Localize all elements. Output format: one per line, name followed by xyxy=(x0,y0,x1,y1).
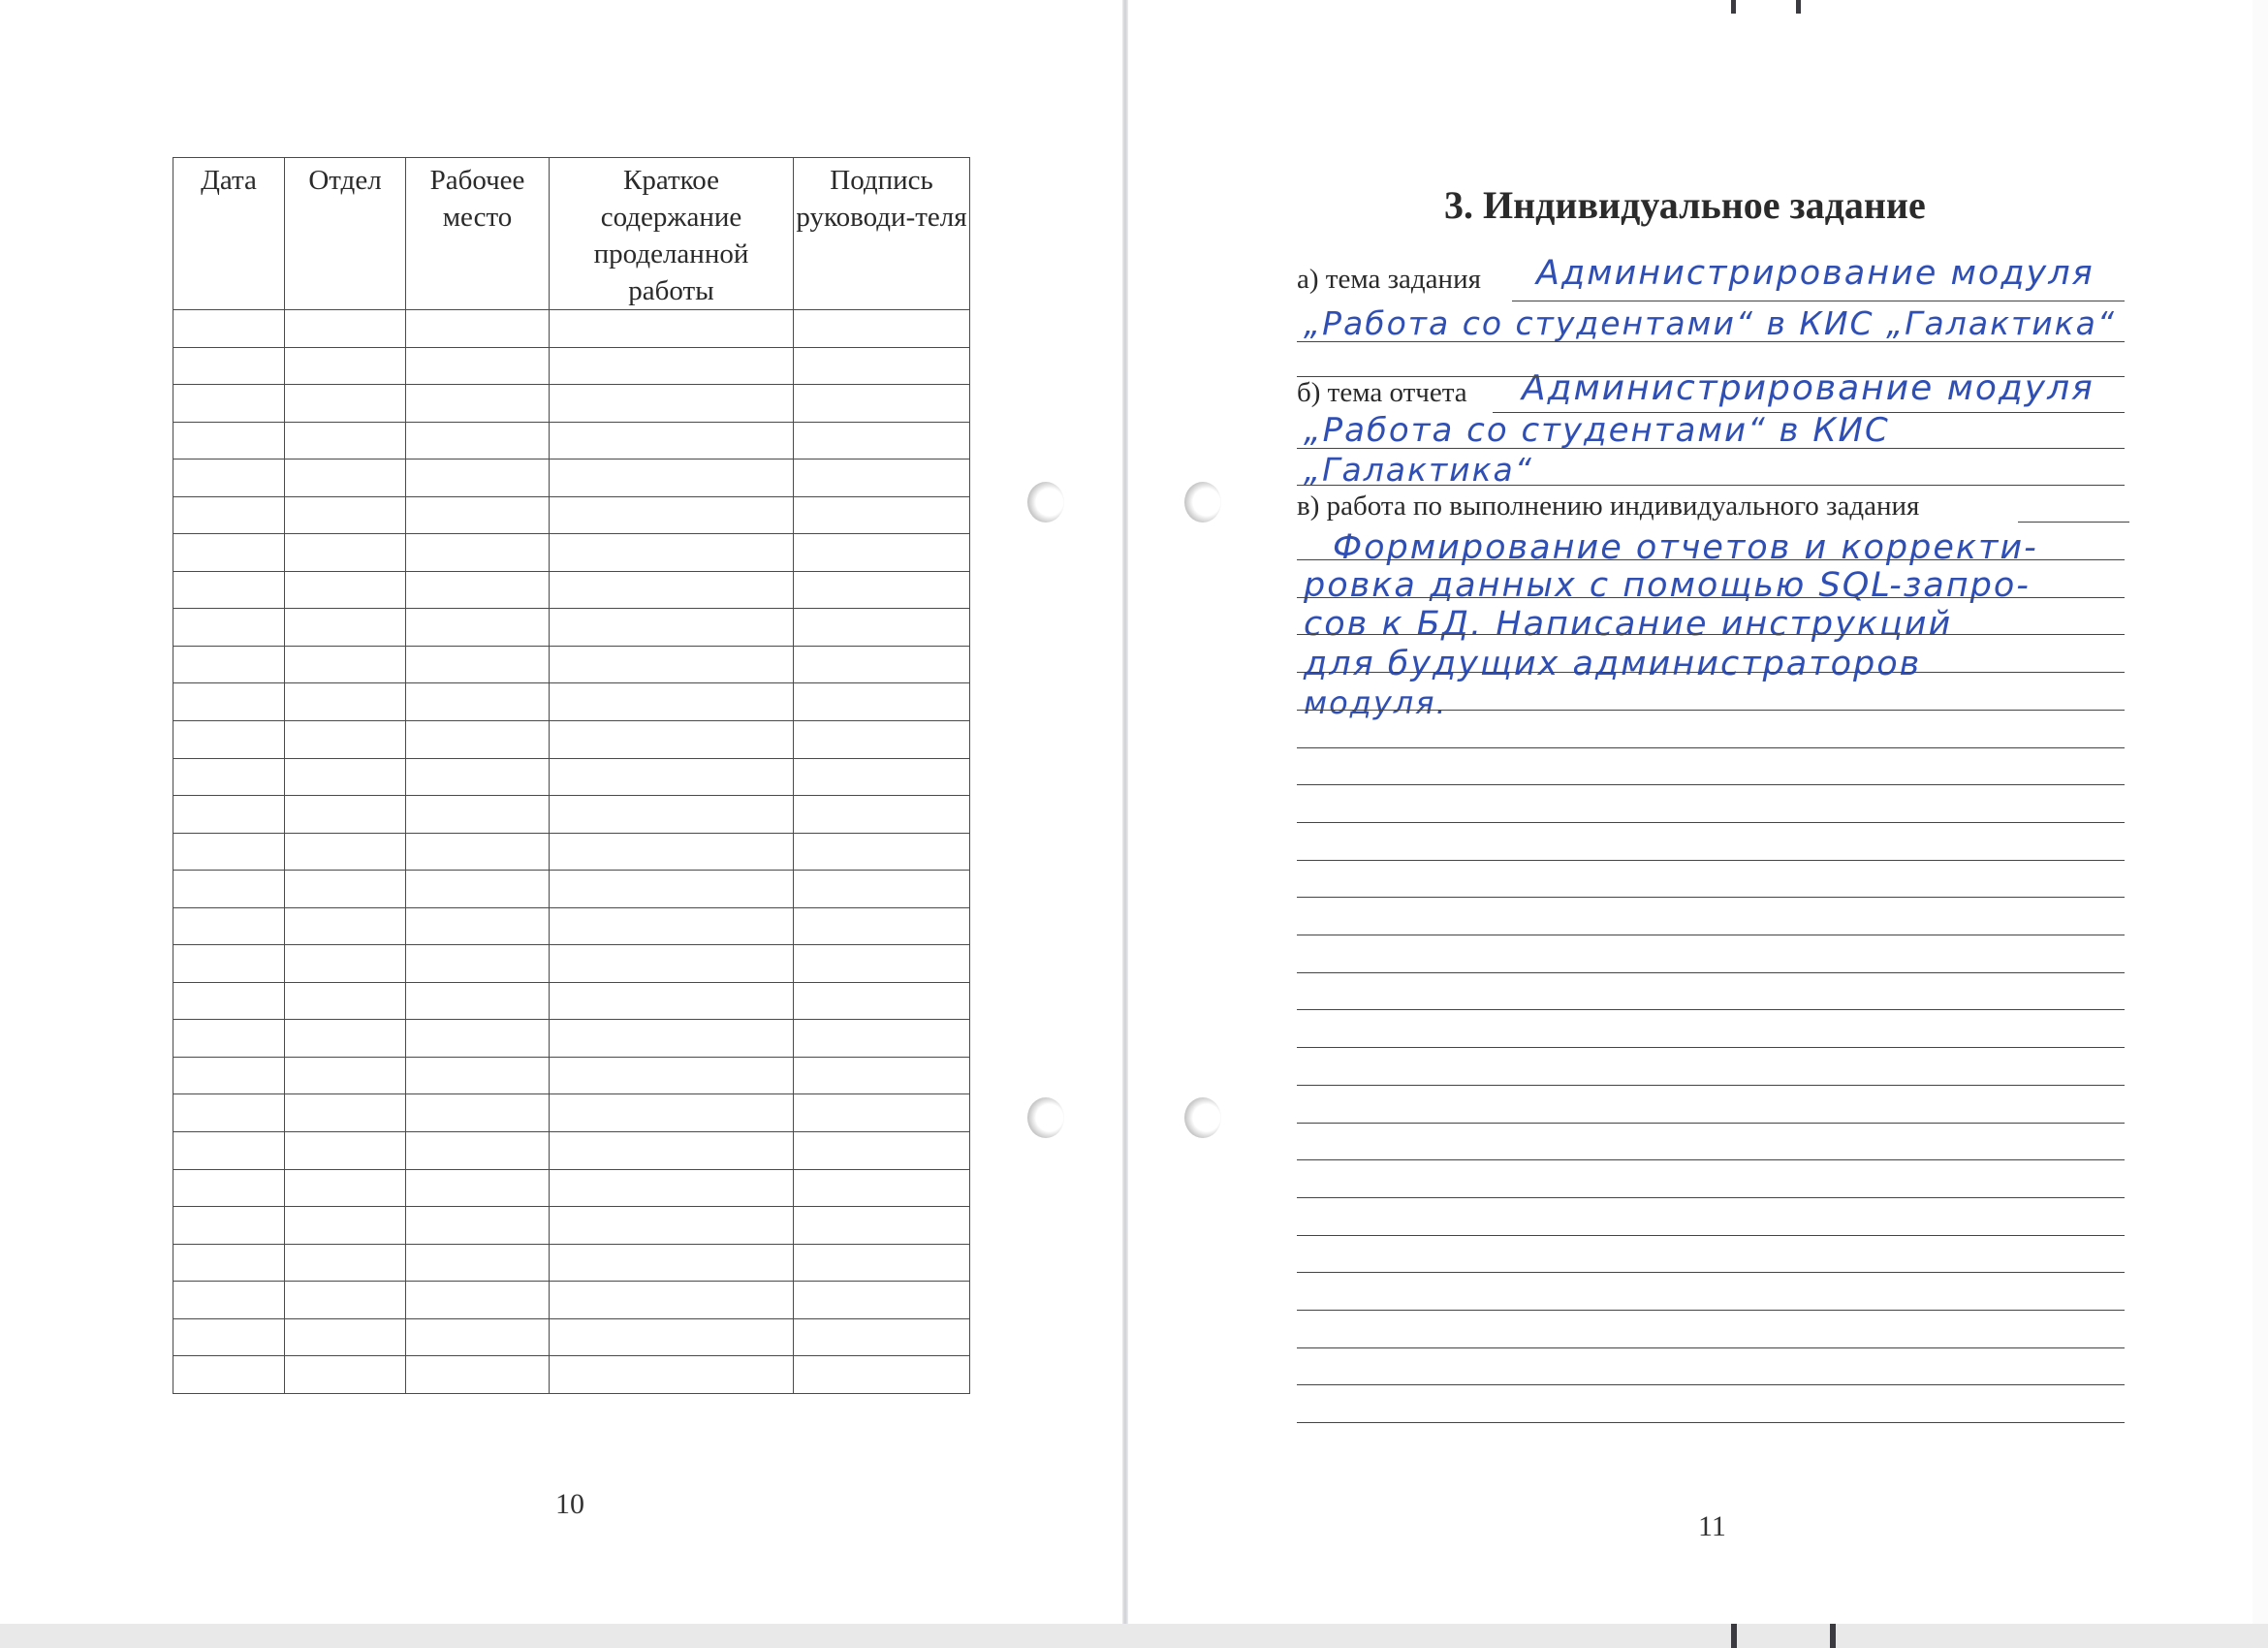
table-row xyxy=(173,1020,970,1058)
punch-hole xyxy=(1027,482,1064,523)
table-cell xyxy=(285,758,406,796)
scan-bottom-edge xyxy=(0,1624,2268,1648)
table-cell xyxy=(550,1356,794,1394)
table-cell xyxy=(285,982,406,1020)
table-cell xyxy=(173,571,285,609)
table-cell xyxy=(550,758,794,796)
table-cell xyxy=(406,833,550,871)
handwritten-report-topic-line: „Работа со студентами“ в КИС xyxy=(1304,411,1890,450)
answer-line xyxy=(1297,1347,2125,1348)
handwritten-work-line: модуля. xyxy=(1304,684,1448,721)
table-cell xyxy=(406,310,550,348)
table-cell xyxy=(173,310,285,348)
table-cell xyxy=(285,1282,406,1319)
task-topic-label: а) тема задания xyxy=(1297,264,1481,295)
table-cell xyxy=(406,609,550,647)
table-cell xyxy=(406,945,550,983)
table-cell xyxy=(406,1282,550,1319)
table-cell xyxy=(406,796,550,834)
table-cell xyxy=(550,310,794,348)
table-cell xyxy=(173,1094,285,1132)
handwritten-report-topic-line: „Галактика“ xyxy=(1304,451,1533,489)
table-cell xyxy=(794,422,970,460)
table-row xyxy=(173,945,970,983)
table-cell xyxy=(550,907,794,945)
answer-line xyxy=(1297,634,2125,635)
answer-line xyxy=(1297,784,2125,785)
table-cell xyxy=(173,460,285,497)
table-cell xyxy=(406,1318,550,1356)
table-cell xyxy=(406,496,550,534)
table-cell xyxy=(406,683,550,721)
table-cell xyxy=(406,871,550,908)
table-cell xyxy=(406,1094,550,1132)
table-cell xyxy=(173,1244,285,1282)
handwritten-work-line: сов к БД. Написание инструкций xyxy=(1304,605,1953,644)
binder-clip xyxy=(1830,1624,1836,1648)
table-row xyxy=(173,646,970,683)
handwritten-work-line: ровка данных с помощью SQL-запро- xyxy=(1304,566,2031,605)
table-cell xyxy=(794,1094,970,1132)
table-cell xyxy=(406,1207,550,1245)
table-cell xyxy=(550,1132,794,1170)
header-supervisor-signature: Подпись руководи-теля xyxy=(794,158,970,310)
answer-line xyxy=(1297,1310,2125,1311)
table-cell xyxy=(794,907,970,945)
table-cell xyxy=(794,534,970,572)
table-cell xyxy=(794,1207,970,1245)
table-cell xyxy=(173,1057,285,1094)
table-cell xyxy=(285,945,406,983)
table-cell xyxy=(550,1244,794,1282)
table-cell xyxy=(285,609,406,647)
table-cell xyxy=(794,571,970,609)
table-cell xyxy=(550,385,794,423)
answer-line xyxy=(1297,1384,2125,1385)
handwritten-work-line: для будущих администраторов xyxy=(1304,645,1922,683)
handwritten-work-line: Формирование отчетов и корректи- xyxy=(1333,528,2038,567)
table-cell xyxy=(794,683,970,721)
table-cell xyxy=(406,534,550,572)
page-number-left: 10 xyxy=(555,1488,584,1520)
table-cell xyxy=(285,683,406,721)
answer-line xyxy=(1297,897,2125,898)
table-cell xyxy=(794,945,970,983)
table-row xyxy=(173,1057,970,1094)
binder-clip xyxy=(1731,0,1736,14)
table-cell xyxy=(794,796,970,834)
answer-line xyxy=(1297,485,2125,486)
work-log-table xyxy=(173,157,970,1394)
table-cell xyxy=(550,571,794,609)
answer-line xyxy=(1297,448,2125,449)
table-cell xyxy=(285,833,406,871)
table-cell xyxy=(285,310,406,348)
table-cell xyxy=(285,1318,406,1356)
table-cell xyxy=(285,534,406,572)
table-cell xyxy=(173,496,285,534)
table-cell xyxy=(285,1020,406,1058)
table-cell xyxy=(406,1244,550,1282)
table-cell xyxy=(550,721,794,759)
answer-line xyxy=(1493,412,2125,413)
table-cell xyxy=(285,1356,406,1394)
table-cell xyxy=(794,385,970,423)
table-cell xyxy=(794,982,970,1020)
page-number-right: 11 xyxy=(1698,1510,1726,1542)
table-cell xyxy=(550,833,794,871)
table-cell xyxy=(794,1318,970,1356)
table-cell xyxy=(406,385,550,423)
table-cell xyxy=(794,1132,970,1170)
binder-clip xyxy=(1796,0,1801,14)
table-cell xyxy=(406,460,550,497)
table-cell xyxy=(794,609,970,647)
table-cell xyxy=(285,1057,406,1094)
table-cell xyxy=(173,982,285,1020)
table-cell xyxy=(406,982,550,1020)
table-row xyxy=(173,683,970,721)
table-row xyxy=(173,460,970,497)
table-cell xyxy=(550,982,794,1020)
table-cell xyxy=(406,1356,550,1394)
table-cell xyxy=(550,1094,794,1132)
table-cell xyxy=(285,907,406,945)
table-cell xyxy=(794,646,970,683)
table-cell xyxy=(550,1169,794,1207)
table-cell xyxy=(794,310,970,348)
table-row xyxy=(173,571,970,609)
answer-line xyxy=(1297,710,2125,711)
table-row xyxy=(173,1094,970,1132)
table-cell xyxy=(406,721,550,759)
answer-line xyxy=(1297,1197,2125,1198)
table-row xyxy=(173,871,970,908)
table-cell xyxy=(285,385,406,423)
table-cell xyxy=(550,945,794,983)
table-cell xyxy=(285,422,406,460)
table-row xyxy=(173,907,970,945)
table-cell xyxy=(794,1057,970,1094)
table-cell xyxy=(173,796,285,834)
table-row xyxy=(173,422,970,460)
table-cell xyxy=(794,1282,970,1319)
table-row xyxy=(173,1207,970,1245)
handwritten-task-topic-line: „Работа со студентами“ в КИС „Галактика“ xyxy=(1304,304,2116,342)
table-cell xyxy=(285,1169,406,1207)
answer-line xyxy=(1297,376,2125,377)
answer-line xyxy=(1297,822,2125,823)
table-cell xyxy=(550,1282,794,1319)
table-cell xyxy=(285,871,406,908)
binder-clip xyxy=(1731,1624,1737,1648)
table-cell xyxy=(550,496,794,534)
table-cell xyxy=(406,646,550,683)
table-cell xyxy=(173,833,285,871)
handwritten-report-topic-line: Администрирование модуля xyxy=(1522,368,2095,408)
table-cell xyxy=(173,646,285,683)
table-row xyxy=(173,758,970,796)
answer-line xyxy=(1297,559,2125,560)
table-cell xyxy=(406,422,550,460)
table-cell xyxy=(173,385,285,423)
table-cell xyxy=(285,796,406,834)
table-cell xyxy=(794,1020,970,1058)
table-cell xyxy=(550,796,794,834)
answer-line xyxy=(1297,1272,2125,1273)
punch-hole xyxy=(1184,1097,1221,1138)
table-row xyxy=(173,496,970,534)
answer-line xyxy=(2018,522,2129,523)
table-cell xyxy=(550,460,794,497)
answer-line xyxy=(1297,747,2125,748)
table-cell xyxy=(794,347,970,385)
table-cell xyxy=(173,347,285,385)
table-row xyxy=(173,1356,970,1394)
table-row xyxy=(173,534,970,572)
table-cell xyxy=(285,1207,406,1245)
table-row xyxy=(173,1282,970,1319)
table-cell xyxy=(550,683,794,721)
table-cell xyxy=(550,1318,794,1356)
table-cell xyxy=(173,1282,285,1319)
table-row xyxy=(173,721,970,759)
table-cell xyxy=(550,422,794,460)
table-cell xyxy=(173,907,285,945)
handwritten-task-topic-line: Администрирование модуля xyxy=(1536,254,2095,293)
table-cell xyxy=(794,758,970,796)
table-cell xyxy=(285,721,406,759)
answer-line xyxy=(1297,1159,2125,1160)
table-cell xyxy=(406,758,550,796)
table-cell xyxy=(173,945,285,983)
table-row xyxy=(173,347,970,385)
table-cell xyxy=(285,496,406,534)
table-cell xyxy=(794,871,970,908)
header-date: Дата xyxy=(173,158,285,310)
table-cell xyxy=(794,1356,970,1394)
table-cell xyxy=(406,571,550,609)
table-cell xyxy=(550,1020,794,1058)
table-cell xyxy=(550,871,794,908)
table-header-row xyxy=(173,158,970,310)
answer-line xyxy=(1297,1123,2125,1124)
table-cell xyxy=(794,833,970,871)
table-cell xyxy=(173,422,285,460)
table-cell xyxy=(794,721,970,759)
answer-line xyxy=(1297,1009,2125,1010)
table-cell xyxy=(406,1057,550,1094)
table-cell xyxy=(285,1094,406,1132)
answer-line xyxy=(1297,1085,2125,1086)
section-title: 3. Индивидуальное задание xyxy=(1444,183,1926,227)
table-cell xyxy=(285,1132,406,1170)
table-cell xyxy=(794,1244,970,1282)
table-cell xyxy=(173,1169,285,1207)
table-cell xyxy=(173,534,285,572)
answer-line xyxy=(1297,1235,2125,1236)
header-workplace: Рабочее место xyxy=(406,158,550,310)
punch-hole xyxy=(1027,1097,1064,1138)
header-work-summary: Краткое содержание проделанной работы xyxy=(550,158,794,310)
table-cell xyxy=(794,460,970,497)
table-cell xyxy=(285,646,406,683)
table-cell xyxy=(285,347,406,385)
header-department: Отдел xyxy=(285,158,406,310)
binding-fold xyxy=(1122,0,1128,1624)
table-cell xyxy=(550,347,794,385)
table-row xyxy=(173,1169,970,1207)
table-cell xyxy=(406,1020,550,1058)
table-cell xyxy=(173,721,285,759)
right-page xyxy=(1126,0,2252,1624)
answer-line xyxy=(1297,972,2125,973)
work-label: в) работа по выполнению индивидуального задания xyxy=(1297,491,1920,522)
table-cell xyxy=(794,1169,970,1207)
answer-line xyxy=(1297,597,2125,598)
table-cell xyxy=(173,609,285,647)
table-cell xyxy=(173,871,285,908)
table-cell xyxy=(550,646,794,683)
table-cell xyxy=(794,496,970,534)
table-cell xyxy=(173,1318,285,1356)
table-cell xyxy=(406,1169,550,1207)
table-cell xyxy=(173,1207,285,1245)
table-cell xyxy=(173,1356,285,1394)
table-cell xyxy=(285,571,406,609)
table-row xyxy=(173,609,970,647)
report-topic-label: б) тема отчета xyxy=(1297,377,1467,408)
punch-hole xyxy=(1184,482,1221,523)
table-cell xyxy=(550,1057,794,1094)
answer-line xyxy=(1297,860,2125,861)
table-cell xyxy=(173,683,285,721)
answer-line xyxy=(1297,1047,2125,1048)
table-cell xyxy=(173,1020,285,1058)
answer-line xyxy=(1297,1422,2125,1423)
table-cell xyxy=(173,1132,285,1170)
table-row xyxy=(173,385,970,423)
table-cell xyxy=(285,460,406,497)
table-cell xyxy=(406,1132,550,1170)
table-row xyxy=(173,1244,970,1282)
table-cell xyxy=(285,1244,406,1282)
table-cell xyxy=(406,907,550,945)
table-cell xyxy=(406,347,550,385)
table-cell xyxy=(550,609,794,647)
table-cell xyxy=(550,1207,794,1245)
table-row xyxy=(173,1318,970,1356)
table-row xyxy=(173,310,970,348)
answer-line xyxy=(1297,672,2125,673)
answer-line xyxy=(1297,341,2125,342)
table-row xyxy=(173,982,970,1020)
table-row xyxy=(173,796,970,834)
table-row xyxy=(173,1132,970,1170)
table-cell xyxy=(173,758,285,796)
table-cell xyxy=(550,534,794,572)
table-row xyxy=(173,833,970,871)
